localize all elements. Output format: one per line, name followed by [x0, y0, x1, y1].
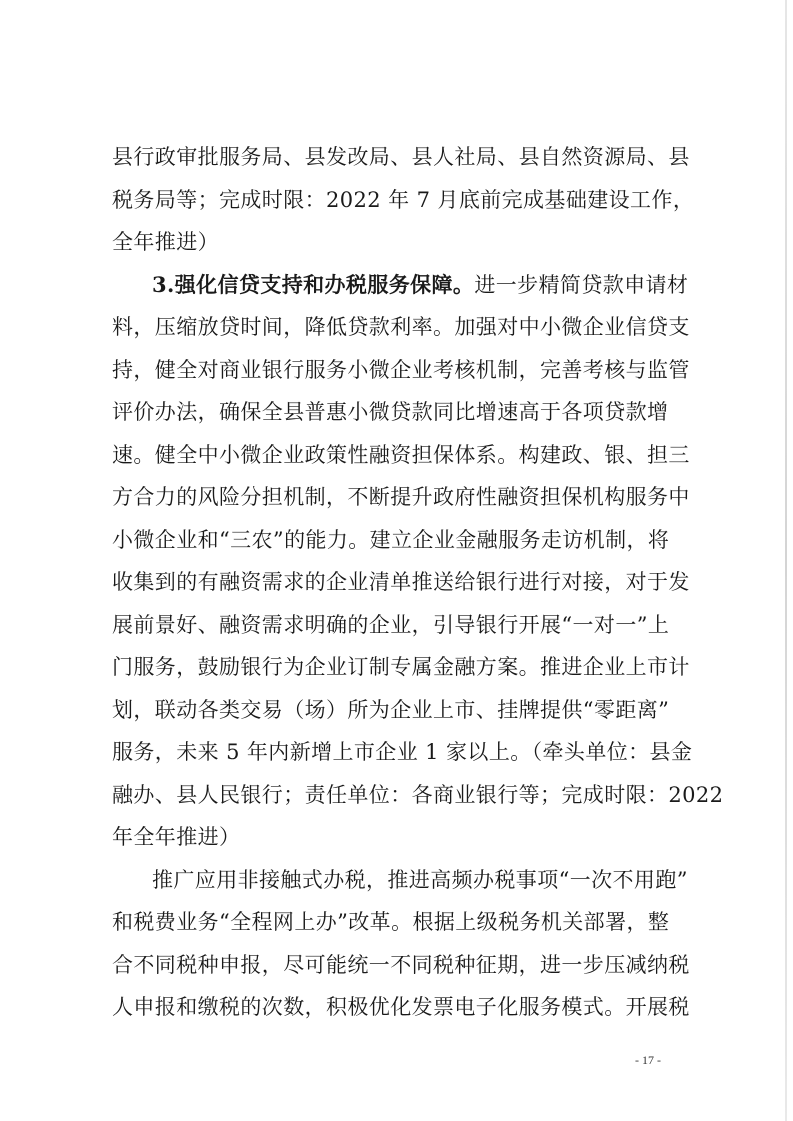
paragraph-line: 推广应用非接触式办税，推进高频办税事项“一次不用跑”: [152, 868, 688, 892]
paragraph-line: 和税费业务“全程网上办”改革。根据上级税务机关部署，整: [112, 910, 670, 934]
paragraph-line: 料，压缩放贷时间，降低贷款利率。加强对中小微企业信贷支: [112, 315, 690, 339]
scan-edge-divider: [785, 0, 787, 1121]
paragraph-line: 小微企业和“三农”的能力。建立企业金融服务走访机制，将: [112, 528, 670, 552]
paragraph-line: 收集到的有融资需求的企业清单推送给银行进行对接，对于发: [112, 570, 690, 594]
paragraph-line: 速。健全中小微企业政策性融资担保体系。构建政、银、担三: [112, 443, 690, 467]
section-heading-line: [152, 271, 689, 299]
paragraph-line: 服务，未来 5 年内新增上市企业 1 家以上。（牵头单位：县金: [112, 740, 693, 764]
page-number: - 17 -: [635, 1053, 661, 1067]
paragraph-line: 县行政审批服务局、县发改局、县人社局、县自然资源局、县: [112, 145, 690, 169]
paragraph-line: 年全年推进）: [112, 825, 241, 849]
paragraph-line: 划，联动各类交易（场）所为企业上市、挂牌提供“零距离”: [112, 698, 670, 722]
paragraph-line: 评价办法，确保全县普惠小微贷款同比增速高于各项贷款增: [112, 400, 669, 424]
section-heading: 3.强化信贷支持和办税服务保障。: [152, 272, 475, 297]
paragraph-line: 门服务，鼓励银行为企业订制专属金融方案。推进企业上市计: [112, 655, 690, 679]
paragraph-line: 税务局等；完成时限：2022 年 7 月底前完成基础建设工作，: [112, 188, 695, 212]
paragraph-line: 全年推进）: [112, 230, 219, 254]
paragraph-line: 人申报和缴税的次数，积极优化发票电子化服务模式。开展税: [112, 995, 690, 1019]
paragraph-line: 合不同税种申报，尽可能统一不同税种征期，进一步压减纳税: [112, 953, 690, 977]
paragraph-line: 方合力的风险分担机制，不断提升政府性融资担保机构服务中: [112, 485, 690, 509]
section-heading-continuation: 进一步精简贷款申请材: [474, 273, 689, 297]
paragraph-line: 展前景好、融资需求明确的企业，引导银行开展“一对一”上: [112, 613, 670, 637]
paragraph-line: 融办、县人民银行；责任单位：各商业银行等；完成时限：2022: [112, 783, 724, 807]
paragraph-line: 持，健全对商业银行服务小微企业考核机制，完善考核与监管: [112, 358, 690, 382]
